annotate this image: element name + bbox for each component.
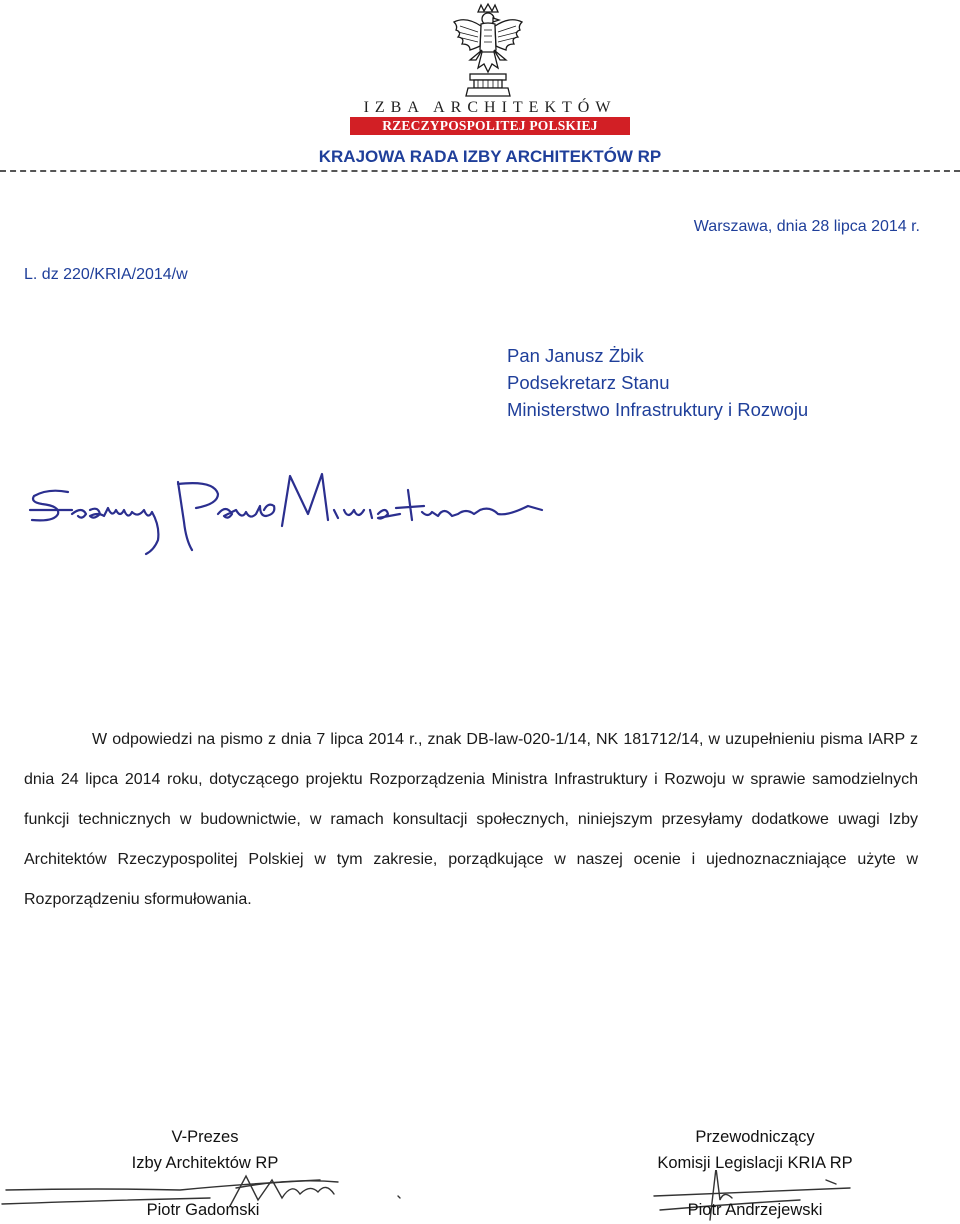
recipient-institution: Ministerstwo Infrastruktury i Rozwoju bbox=[507, 399, 809, 420]
header-divider bbox=[0, 170, 960, 172]
reference-number: L. dz 220/KRIA/2014/w bbox=[24, 266, 188, 283]
letter-date: Warszawa, dnia 28 lipca 2014 r. bbox=[693, 218, 920, 235]
recipient-address bbox=[507, 342, 808, 423]
signature-block-left bbox=[55, 1124, 355, 1176]
signer-title: V-Prezes bbox=[171, 1128, 239, 1146]
organization-title: KRAJOWA RADA IZBY ARCHITEKTÓW RP bbox=[318, 147, 662, 166]
letter-paragraph: W odpowiedzi na pismo z dnia 7 lipca 2014 r., znak DB-law-020-1/14, NK 181712/14, w uzupełnieniu pisma IARP z dnia 24 lipca 2014 roku, dotyczącego projektu Rozporządzenia Ministra Infrastruktury i Rozwoju w sprawie samodzielnych funkcji technicznych w budownictwie, w ramach konsultacji społecznych, niniejszym przesyłamy dodatkowe uwagi Izby Architektów Rzeczypospolitej Polskiej w tym zakresie, porządkujące w naszej ocenie i ujednoznaczniające użyte w Rozporządzeniu sformułowania. bbox=[24, 731, 918, 908]
signer-title: Przewodniczący bbox=[695, 1128, 815, 1146]
signer-name: Piotr Gadomski bbox=[146, 1201, 260, 1219]
handwritten-greeting bbox=[28, 470, 548, 570]
institution-name: IZBA ARCHITEKTÓW bbox=[363, 99, 617, 116]
white-eagle-emblem-icon bbox=[448, 2, 528, 98]
signature-block-right bbox=[605, 1124, 905, 1176]
signer-name: Piotr Andrzejewski bbox=[687, 1201, 823, 1219]
signer-organization: Izby Architektów RP bbox=[131, 1154, 279, 1172]
recipient-name: Pan Janusz Żbik bbox=[507, 345, 644, 366]
recipient-position: Podsekretarz Stanu bbox=[507, 372, 670, 393]
institution-country-banner: RZECZYPOSPOLITEJ POLSKIEJ bbox=[350, 117, 630, 135]
signer-organization: Komisji Legislacji KRIA RP bbox=[657, 1154, 853, 1172]
letter-body bbox=[24, 720, 918, 920]
